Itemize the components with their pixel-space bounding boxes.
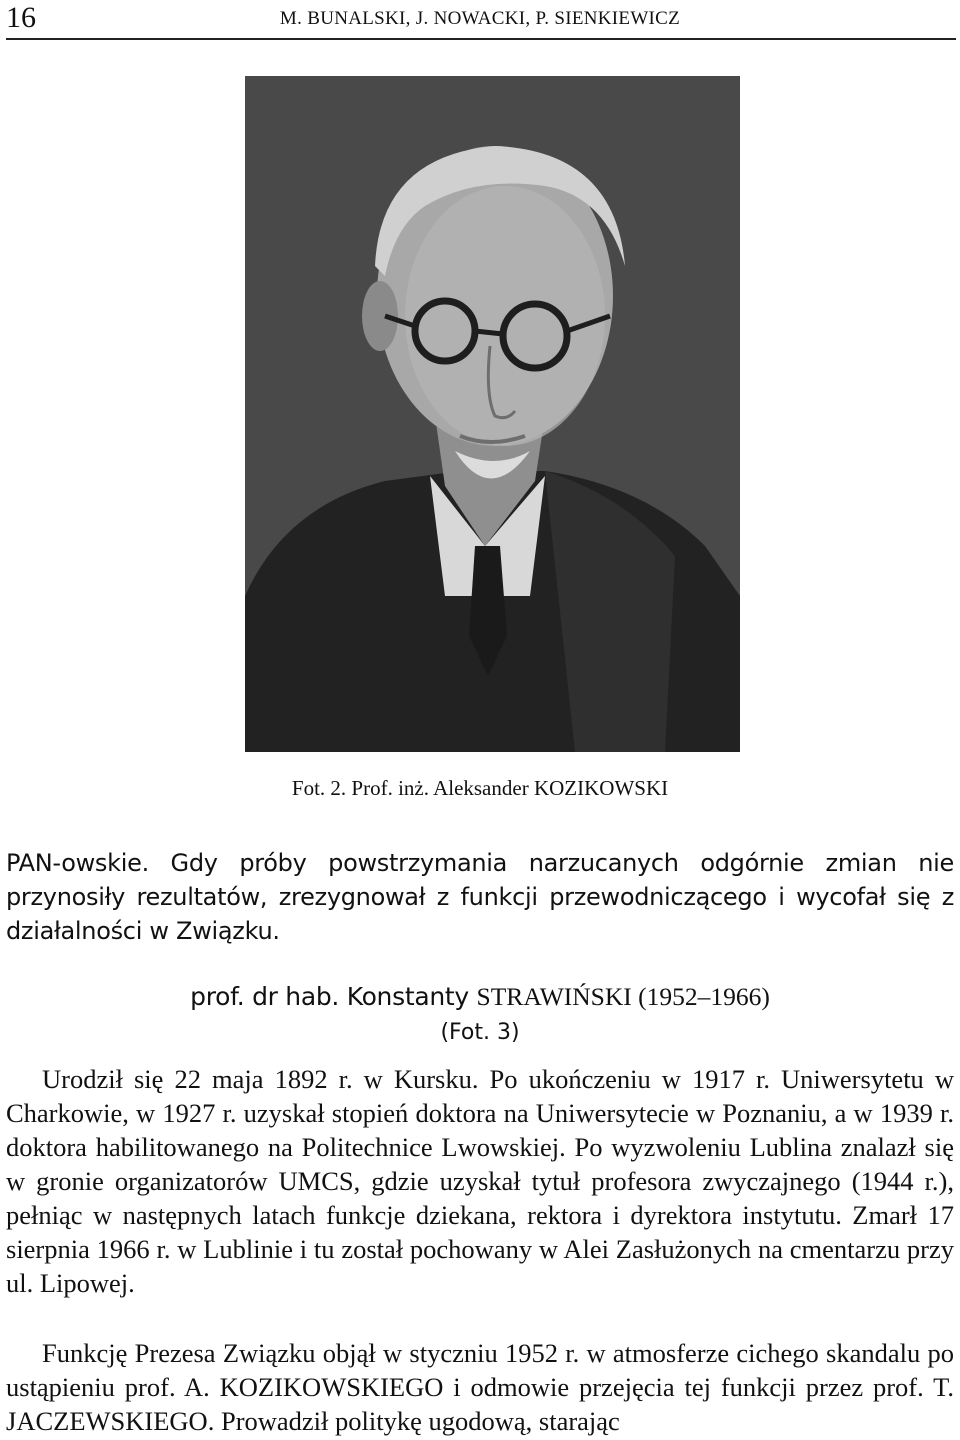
bio-heading-years: (1952–1966): [631, 982, 770, 1011]
bio-heading-name-rest: TRAWIŃSKI: [490, 982, 632, 1011]
name-rest: ACZEWSKIEGO: [16, 1406, 208, 1436]
page-header: [0, 0, 960, 40]
caption-text: Fot. 2. Prof. inż. Aleksander: [291, 776, 534, 800]
bio-paragraph-2-text-a: Funkcję Prezesa Związku objął w styczniu 1952 r. w atmosferze cichego skandalu po ustąpieniu prof. A.: [6, 1338, 954, 1402]
bio-paragraph-2: [6, 1336, 954, 1438]
figure-caption: [0, 776, 960, 801]
portrait-photo: [245, 76, 740, 752]
header-rule: [6, 38, 956, 40]
bio-heading: [0, 982, 960, 1012]
name-initial: K: [219, 1372, 239, 1402]
bio-heading-title: prof. dr hab. Konstanty: [190, 982, 477, 1011]
bio-heading-name-initial: S: [476, 982, 491, 1011]
portrait-illustration: [245, 76, 740, 752]
bio-paragraph-2-text-c: . Prowadził politykę ugodową, starając: [207, 1406, 620, 1436]
page-number: 16: [6, 1, 36, 34]
bio-paragraph-2-text-b: i odmowie przejęcia tej funkcji przez prof. T.: [443, 1372, 954, 1402]
bio-paragraph-1: Urodził się 22 maja 1892 r. w Kursku. Po ukończeniu w 1917 r. Uniwersytetu w Charkowie, w 1927 r. uzyskał stopień doktora na Uniwersytecie w Poznaniu, a w 1939 r. doktora habilitowanego na Politechnice Lwowskiej. Po wyzwoleniu Lublina znalazł się w gronie organizatorów UMCS, gdzie uzyskał tytuł profesora zwyczajnego (1944 r.), pełniąc w następnych latach funkcje dziekana, rektora i dyrektora instytutu. Zmarł 17 sierpnia 1966 r. w Lublinie i tu został pochowany w Alei Zasłużonych na cmentarzu przy ul. Lipowej.: [6, 1064, 954, 1298]
name-rest: OZIKOWSKIEGO: [238, 1372, 444, 1402]
name-initial: J: [6, 1406, 17, 1436]
running-head: M. BUNALSKI, J. NOWACKI, P. SIENKIEWICZ: [279, 8, 681, 29]
bio-photo-reference: (Fot. 3): [440, 1020, 520, 1045]
caption-name-initial: K: [533, 776, 550, 800]
intro-paragraph: PAN-owskie. Gdy próby powstrzymania narzucanych odgórnie zmian nie przynosiły rezultatów, zrezygnował z funkcji przewodniczącego i wycofał się z działalności w Związku.: [6, 849, 954, 945]
caption-name-rest: OZIKOWSKI: [549, 776, 669, 800]
